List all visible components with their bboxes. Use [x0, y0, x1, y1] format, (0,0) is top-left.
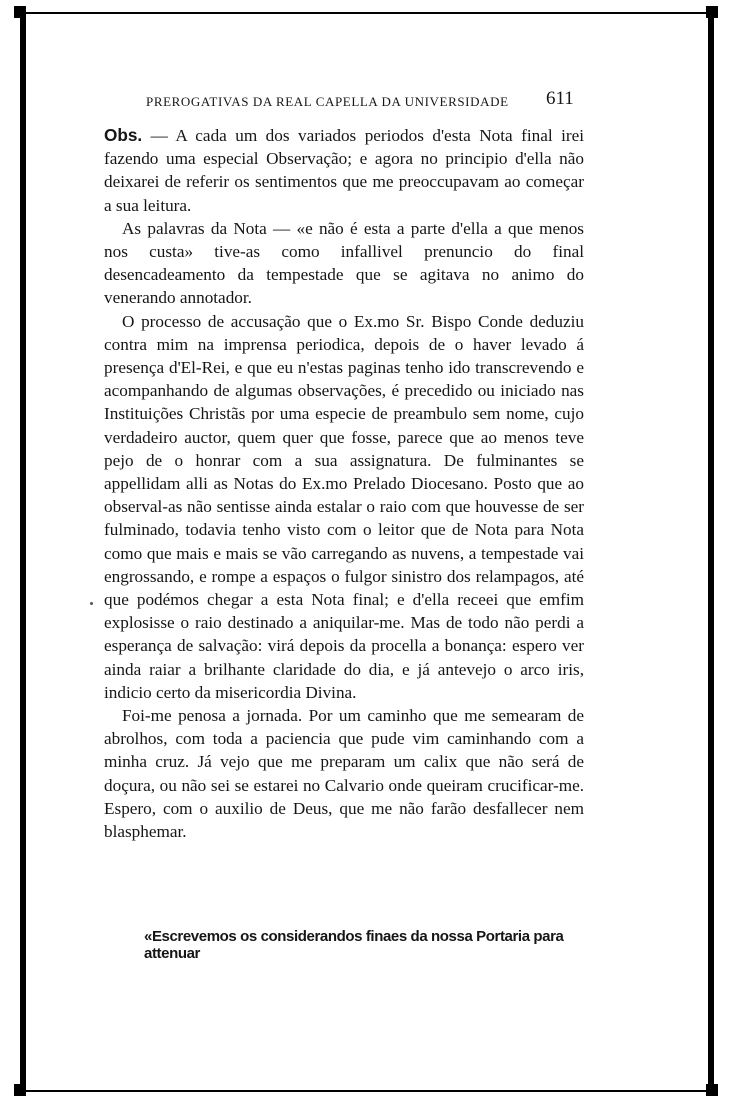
page-number: 611 [546, 88, 574, 109]
body-text [104, 124, 584, 843]
paragraph-3: O processo de accusação que o Ex.mo Sr. Bispo Conde deduziu contra mim na imprensa periodica, depois de o haver levado á presença d'El-Rei, e que eu n'estas paginas tenho ido transcrevendo e acompanhando de algumas observações, é precedido ou iniciado nas Instituições Christãs por uma especie de preambulo sem nome, cujo verdadeiro auctor, quem quer que fosse, parece que ao menos teve pejo de o honrar com a sua assignatura. De fulminantes se appellidam alli as Notas do Ex.mo Prelado Diocesano. Posto que ao observal-as não sentisse ainda estalar o raio com que houvesse de ser fulminado, todavia tenho visto com o leitor que de Nota para Nota como que mais e mais se vão carregando as nuvens, a tempestade vai engrossando, e rompe a espaços o fulgor sinistro dos relampagos, até que podémos chegar a esta Nota final; e d'ella receei que emfim explosisse o raio destinado a aniquilar-me. Mas de todo não perdi a esperança de salvação: virá depois da procella a bonança: espero ver ainda raiar a brilhante claridade do dia, e já antevejo o arco iris, indicio certo da misericordia Divina. [104, 311, 584, 702]
paragraph-1-text: — A cada um dos variados periodos d'esta Nota final irei fazendo uma especial Observação; e agora no principio d'ella não deixarei de referir os sentimentos que me preoccupavam ao começar a sua leitura. [104, 126, 584, 215]
obs-label: Obs. [104, 125, 143, 145]
scan-speck [90, 602, 93, 605]
paragraph-4: Foi-me penosa a jornada. Por um caminho que me semearam de abrolhos, com toda a paciencia que pude vim caminhando com a minha cruz. Já vejo que me preparam um calix que não será de doçura, ou não sei se estarei no Calvario onde queiram crucificar-me. Espero, com o auxilio de Deus, que me não farão desfallecer nem blasphemar. [104, 706, 584, 842]
running-title: PREROGATIVAS DA REAL CAPELLA DA UNIVERSIDADE [146, 94, 509, 109]
footnote-line: «Escrevemos os considerandos finaes da nossa Portaria para attenuar [144, 928, 564, 962]
paragraph-1 [104, 124, 584, 217]
paragraph-2: As palavras da Nota — «e não é esta a parte d'ella a que menos nos custa» tive-as como infallivel prenuncio do final desencadeamento da tempestade que se agitava no animo do venerando annotador. [104, 218, 584, 308]
